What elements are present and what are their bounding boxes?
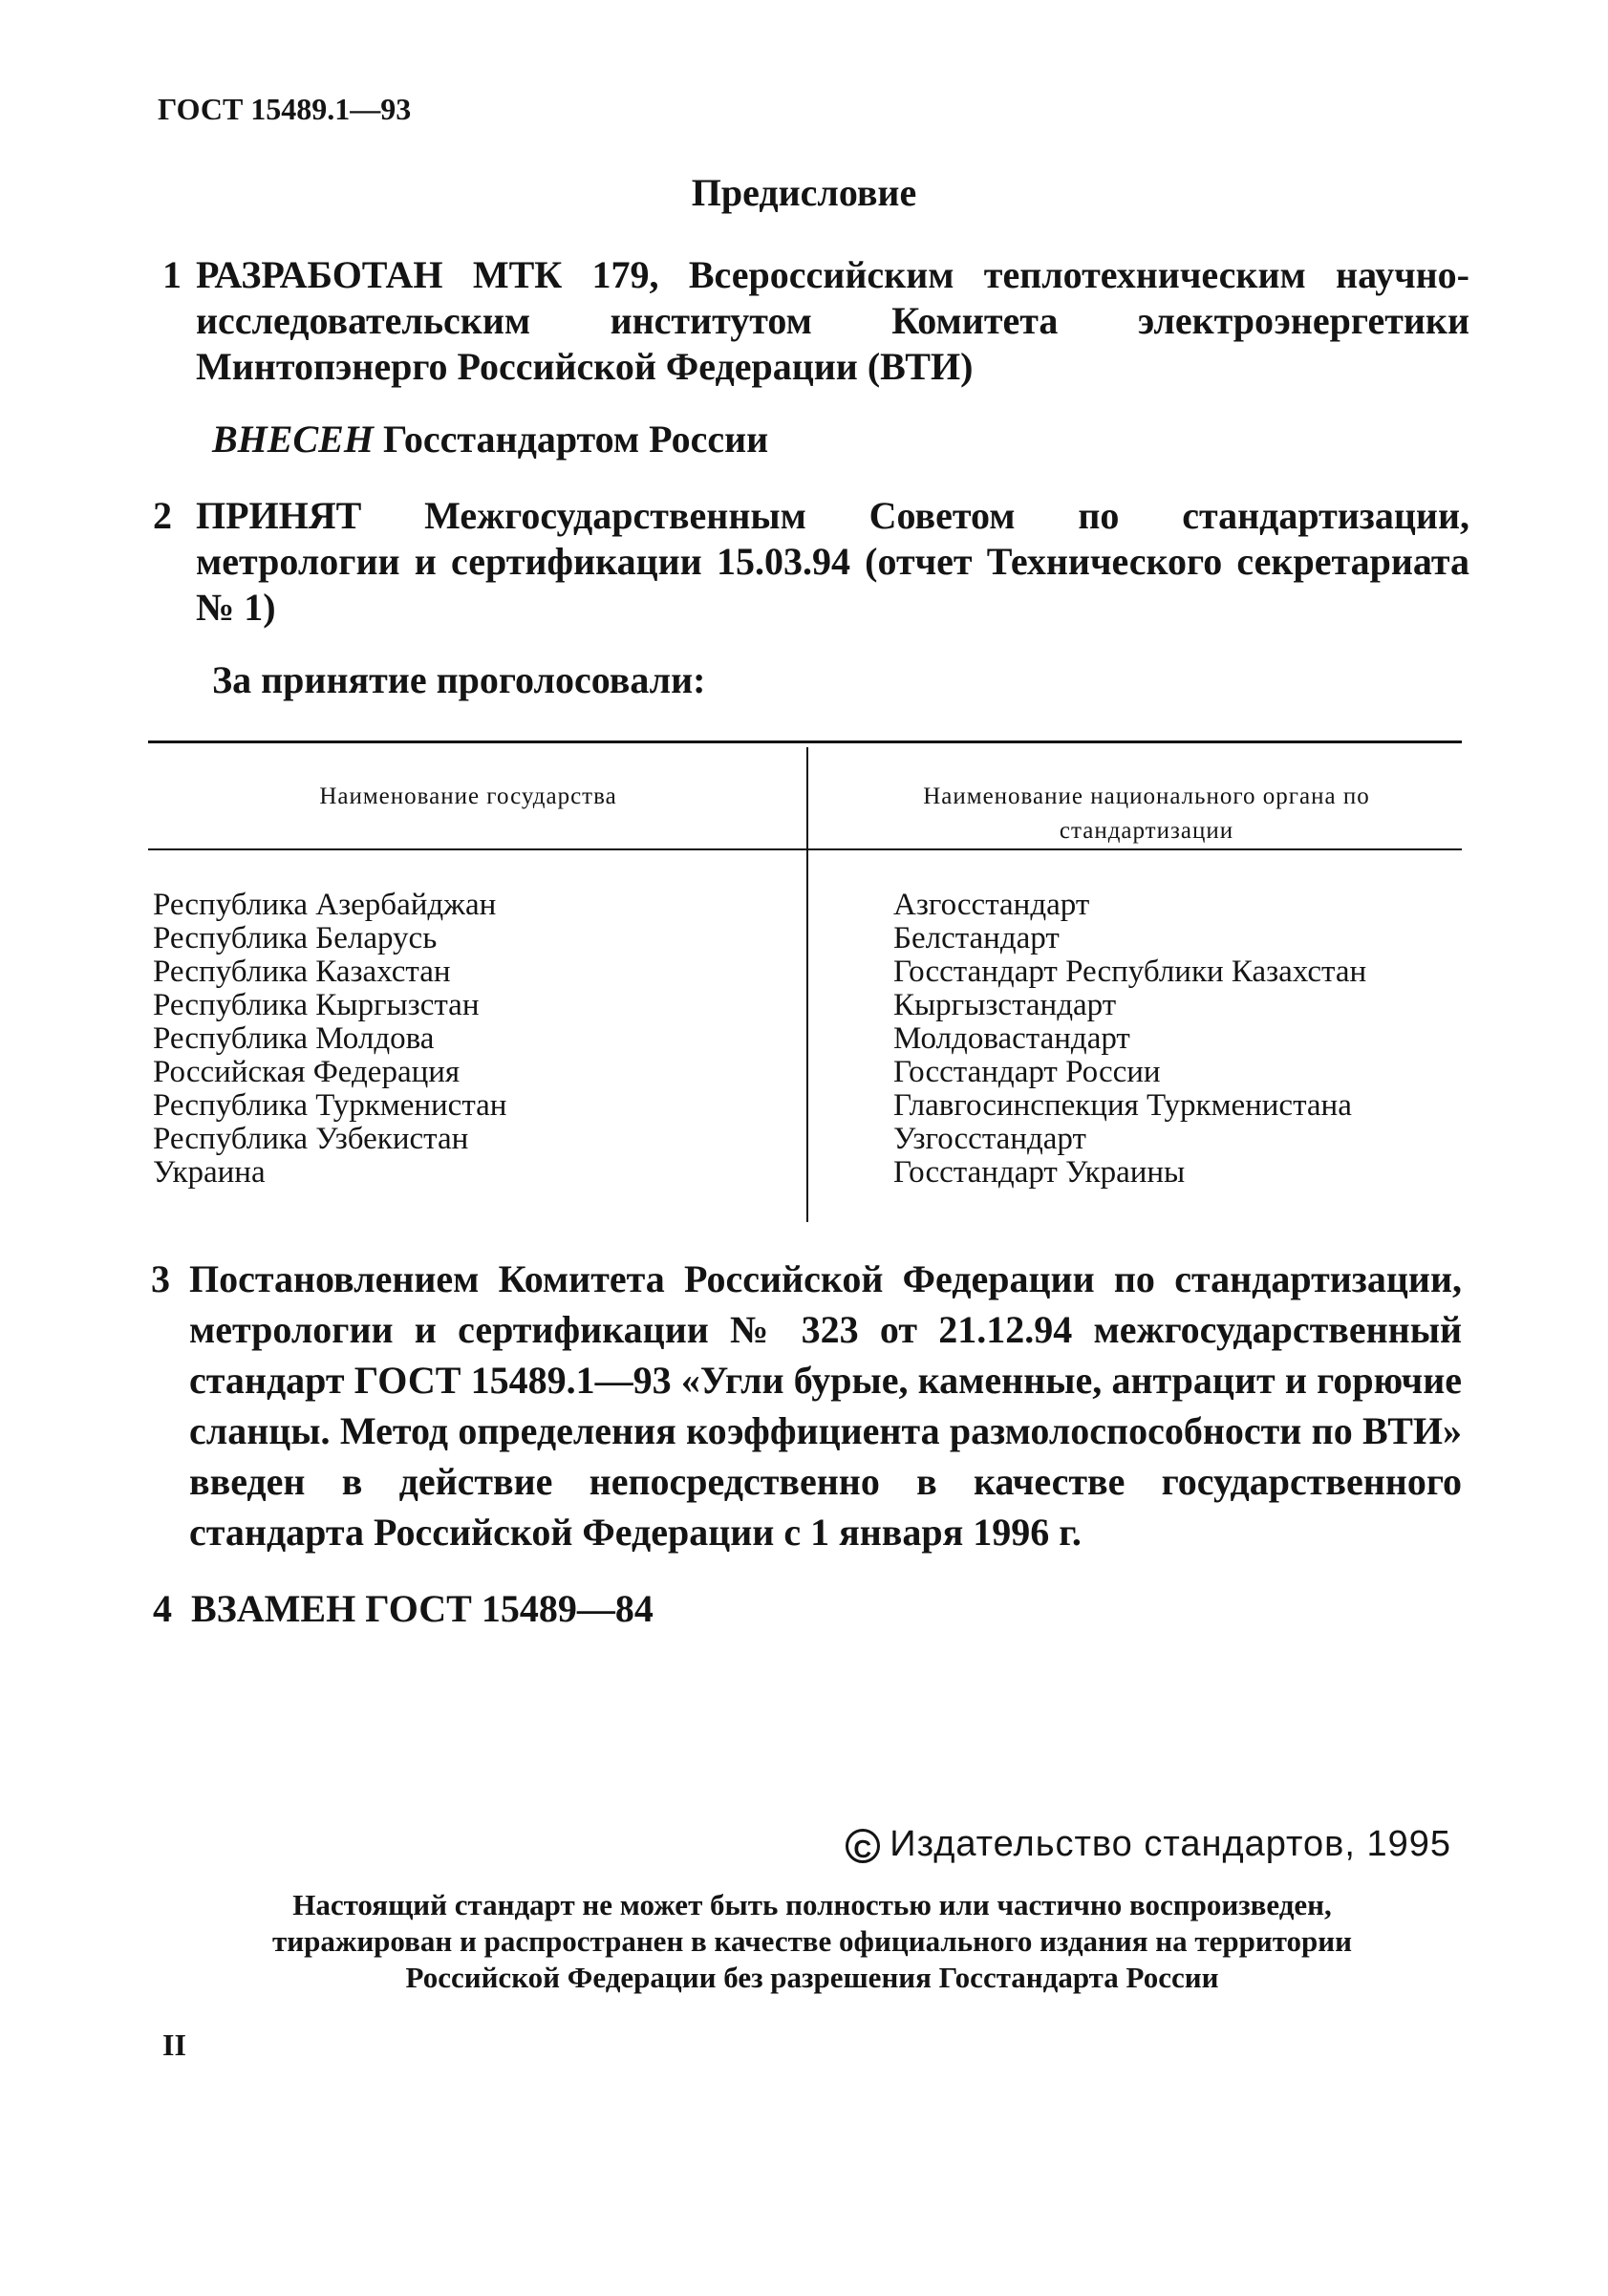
body-list	[893, 889, 1366, 1190]
page-title: Предисловие	[691, 171, 917, 214]
copyright-icon: C	[846, 1829, 880, 1863]
item-2-paragraph	[196, 493, 1469, 631]
item-2-text: Межгосударственным Советом по стандартизации, метрологии и сертификации 15.03.94 (отчет Технического секретариата № 1)	[196, 494, 1469, 629]
copyright-line	[846, 1824, 1451, 1865]
item-3-paragraph: Постановлением Комитета Российской Федерации по стандартизации, метрологии и сертификации № 323 от 21.12.94 межгосударственный стандарт ГОСТ 15489.1—93 «Угли бурые, каменные, антрацит и горючие сланцы. Метод определения коэффициента размолоспособности по ВТИ» введен в действие непосредственно в качестве государственного стандарта Российской Федерации с 1 января 1996 г.	[189, 1257, 1462, 1554]
page-number: II	[162, 2028, 186, 2062]
standards-body-name: Узгосстандарт	[893, 1122, 1086, 1156]
state-name: Республика Беларусь	[153, 921, 438, 955]
state-name: Республика Азербайджан	[153, 888, 497, 922]
table-top-rule	[148, 740, 1462, 743]
item-1-label: РАЗРАБОТАН	[196, 253, 443, 296]
standards-body-name: Молдовастандарт	[893, 1021, 1130, 1056]
standards-body-name: Главгосинспекция Туркменистана	[893, 1088, 1352, 1123]
standards-body-name: Госстандарт России	[893, 1055, 1161, 1089]
item-4-text: ГОСТ 15489—84	[365, 1587, 654, 1630]
submitted-label: ВНЕСЕН	[212, 418, 374, 461]
table-header-state: Наименование государства	[319, 783, 617, 809]
notice-line: тиражирован и распространен в качестве официального издания на территории	[272, 1924, 1352, 1958]
item-1-number: 1	[162, 253, 182, 296]
standards-body-name: Госстандарт Украины	[893, 1155, 1186, 1190]
state-name: Республика Узбекистан	[153, 1122, 469, 1156]
item-4-paragraph	[191, 1586, 955, 1632]
submitted-text: Госстандартом России	[382, 418, 769, 461]
submitted-paragraph	[212, 417, 1454, 462]
state-name: Российская Федерация	[153, 1055, 461, 1089]
state-list	[153, 889, 506, 1190]
item-3-number: 3	[151, 1257, 170, 1300]
item-1-text: МТК 179, Всероссийским теплотехническим научно-исследовательским институтом Комитета электроэнергетики Минтопэнерго Российской Федерации (ВТИ)	[196, 253, 1469, 388]
notice-line: Российской Федерации без разрешения Госстандарта России	[405, 1961, 1219, 1994]
table-header-rule	[148, 848, 1462, 850]
state-name: Украина	[153, 1155, 266, 1190]
state-name: Республика Молдова	[153, 1021, 435, 1056]
standards-body-name: Госстандарт Республики Казахстан	[893, 955, 1367, 989]
standards-body-name: Кыргызстандарт	[893, 988, 1117, 1022]
standards-body-name: Белстандарт	[893, 921, 1060, 955]
item-2-number: 2	[153, 494, 172, 537]
state-name: Республика Казахстан	[153, 955, 451, 989]
reproduction-notice	[153, 1887, 1471, 1996]
standards-body-name: Азгосстандарт	[893, 888, 1090, 922]
table-column-divider	[806, 747, 808, 1222]
item-2-label: ПРИНЯТ	[196, 494, 362, 537]
state-name: Республика Туркменистан	[153, 1088, 507, 1123]
table-header-body: Наименование национального органа по стандартизации	[923, 783, 1370, 844]
voting-intro: За принятие проголосовали:	[212, 658, 706, 701]
document-code-header: ГОСТ 15489.1—93	[158, 92, 412, 126]
item-1-paragraph	[196, 252, 1469, 390]
item-4-label: ВЗАМЕН	[191, 1587, 356, 1630]
state-name: Республика Кыргызстан	[153, 988, 480, 1022]
item-4-number: 4	[153, 1587, 172, 1630]
copyright-text: Издательство стандартов, 1995	[890, 1824, 1451, 1864]
notice-line: Настоящий стандарт не может быть полностью или частично воспроизведен,	[292, 1888, 1332, 1921]
